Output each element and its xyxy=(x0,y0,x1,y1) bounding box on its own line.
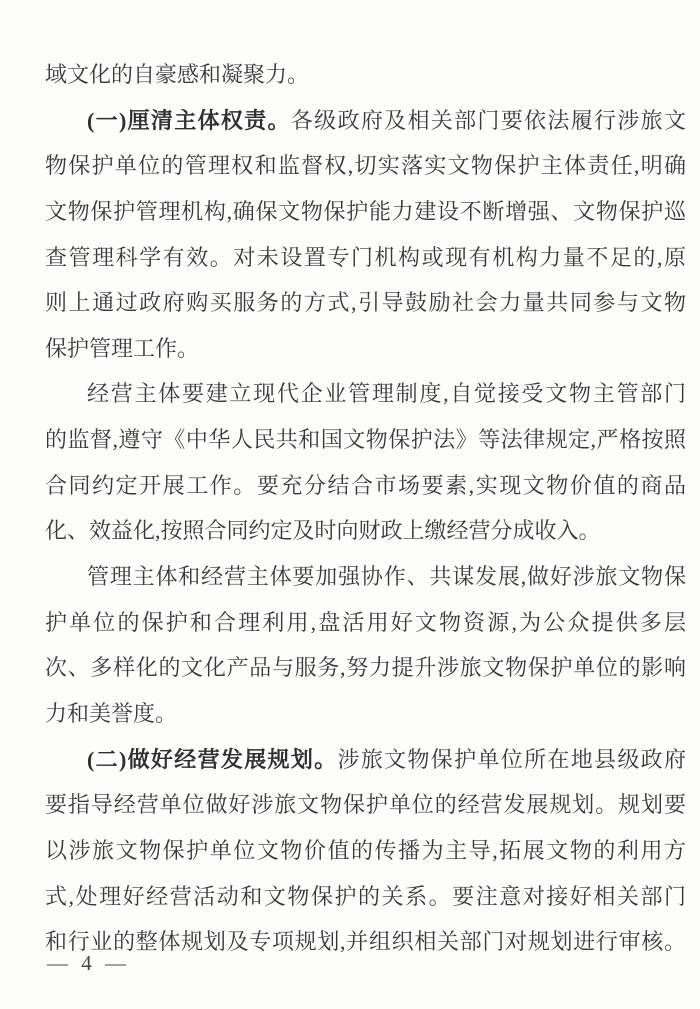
line-text: 域文化的自豪感和凝聚力。 xyxy=(45,62,310,87)
text-line xyxy=(45,645,686,691)
section-heading-1: (一)厘清主体权责。 xyxy=(87,107,291,133)
text-line xyxy=(45,98,686,144)
text-line xyxy=(45,600,686,646)
text-line xyxy=(45,143,686,189)
line-text: 式,处理好经营活动和文物保护的关系。要注意对接好相关部门 xyxy=(45,883,686,909)
line-text: 化、效益化,按照合同约定及时向财政上缴经营分成收入。 xyxy=(45,518,601,544)
line-text: 各级政府及相关部门要依法履行涉旅文 xyxy=(290,107,686,133)
text-line xyxy=(45,828,686,874)
text-line xyxy=(45,235,686,281)
text-line xyxy=(45,189,686,235)
line-text: 文物保护管理机构,确保文物保护能力建设不断增强、文物保护巡 xyxy=(45,198,686,224)
line-text: 以涉旅文物保护单位文物价值的传播为主导,拓展文物的利用方 xyxy=(45,837,686,863)
line-text: 要指导经营单位做好涉旅文物保护单位的经营发展规划。规划要 xyxy=(45,792,686,818)
text-line xyxy=(45,508,686,554)
text-line xyxy=(45,554,686,600)
text-line xyxy=(45,919,686,965)
line-text: 护单位的保护和合理利用,盘活用好文物资源,为公众提供多层 xyxy=(45,609,686,635)
line-text: 次、多样化的文化产品与服务,努力提升涉旅文物保护单位的影响 xyxy=(45,655,686,681)
line-text: 涉旅文物保护单位所在地县级政府 xyxy=(337,746,686,772)
line-text: 物保护单位的管理权和监督权,切实落实文物保护主体责任,明确 xyxy=(45,153,686,179)
line-text: 保护管理工作。 xyxy=(45,335,200,361)
line-text: 和行业的整体规划及专项规划,并组织相关部门对规划进行审核。 xyxy=(45,929,686,955)
text-line xyxy=(45,280,686,326)
line-text: 合同约定开展工作。要充分结合市场要素,实现文物价值的商品 xyxy=(45,472,686,498)
line-text: 的监督,遵守《中华人民共和国文物保护法》等法律规定,严格按照 xyxy=(45,427,686,453)
text-line xyxy=(45,782,686,828)
text-line xyxy=(45,417,686,463)
text-line xyxy=(45,52,686,98)
text-line xyxy=(45,326,686,372)
text-line xyxy=(45,691,686,737)
text-line xyxy=(45,737,686,783)
document-content xyxy=(45,52,686,965)
line-text: 查管理科学有效。对未设置专门机构或现有机构力量不足的,原 xyxy=(45,244,686,270)
section-heading-2: (二)做好经营发展规划。 xyxy=(87,746,338,772)
line-text: 则上通过政府购买服务的方式,引导鼓励社会力量共同参与文物 xyxy=(45,290,686,316)
text-line xyxy=(45,874,686,920)
line-text: 力和美誉度。 xyxy=(45,700,178,726)
line-text: 经营主体要建立现代企业管理制度,自觉接受文物主管部门 xyxy=(87,381,686,407)
text-line xyxy=(45,463,686,509)
page-number: — 4 — xyxy=(47,951,130,975)
text-line xyxy=(45,371,686,417)
line-text: 管理主体和经营主体要加强协作、共谋发展,做好涉旅文物保 xyxy=(87,564,686,590)
